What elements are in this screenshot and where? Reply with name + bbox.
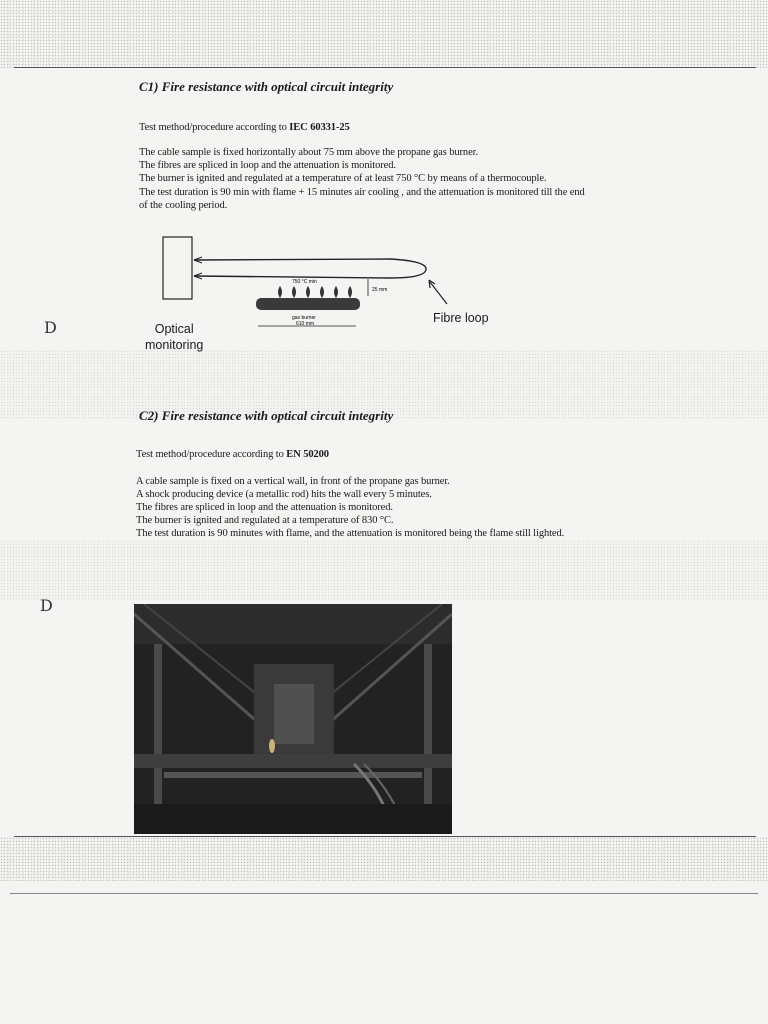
- bottom-rule: [14, 836, 756, 837]
- section-c2-heading: C2) Fire resistance with optical circuit integrity: [139, 408, 394, 423]
- gas-burner: [256, 298, 360, 310]
- section-c1-heading: C1) Fire resistance with optical circuit integrity: [139, 79, 394, 94]
- scan-noise-bottom: [0, 837, 768, 881]
- temperature-label: 750 °C min: [292, 279, 317, 285]
- flame-icons: [278, 286, 352, 298]
- c2-line: The burner is ignited and regulated at a temperature of 830 °C.: [136, 515, 394, 526]
- footer-rule: [10, 893, 758, 894]
- optical-label-line1: Optical: [154, 322, 194, 336]
- c1-line: The burner is ignited and regulated at a temperature of at least 750 °C by means of a thermocouple.: [139, 173, 547, 184]
- c2-line: The fibres are spliced in loop and the attenuation is monitored.: [136, 502, 393, 513]
- c2-line: A shock producing device (a metallic rod) hits the wall every 5 minutes.: [136, 489, 432, 500]
- method-standard: EN 50200: [286, 449, 329, 460]
- c1-line: The test duration is 90 min with flame + 15 minutes air cooling , and the attenuation is monitored till the end: [139, 187, 585, 198]
- c2-line: The test duration is 90 minutes with flame, and the attenuation is monitored being the flame still lighted.: [136, 528, 565, 539]
- test-rig-photo: [134, 604, 452, 834]
- margin-annotation-1: D: [44, 318, 57, 337]
- pointer-arrow: [430, 282, 447, 304]
- length-label: 610 mm: [296, 321, 315, 327]
- fibre-loop: [194, 259, 426, 278]
- c2-line: A cable sample is fixed on a vertical wall, in front of the propane gas burner.: [136, 476, 450, 487]
- c1-line: The cable sample is fixed horizontally about 75 mm above the propane gas burner.: [139, 147, 478, 158]
- method-prefix: Test method/procedure according to: [136, 449, 287, 460]
- burner-label: gas burner: [292, 315, 316, 321]
- scan-noise-top: [0, 0, 768, 68]
- c1-line: The fibres are spliced in loop and the attenuation is monitored.: [139, 160, 396, 171]
- height-label: 25 mm: [372, 287, 388, 293]
- top-rule: [14, 67, 756, 68]
- optical-monitoring-label: [145, 321, 203, 353]
- section-c2-method: [136, 449, 329, 460]
- monitoring-box: [163, 237, 192, 299]
- test-rig-image: [134, 604, 452, 834]
- section-c1-method: [139, 122, 350, 133]
- c1-line: of the cooling period.: [139, 200, 228, 211]
- method-standard: IEC 60331-25: [289, 122, 350, 133]
- scan-noise-mid2: [0, 540, 768, 600]
- optical-label-line2: monitoring: [145, 338, 204, 352]
- fibre-loop-label: Fibre loop: [433, 311, 489, 325]
- margin-annotation-2: D: [40, 596, 53, 615]
- method-prefix: Test method/procedure according to: [139, 122, 290, 133]
